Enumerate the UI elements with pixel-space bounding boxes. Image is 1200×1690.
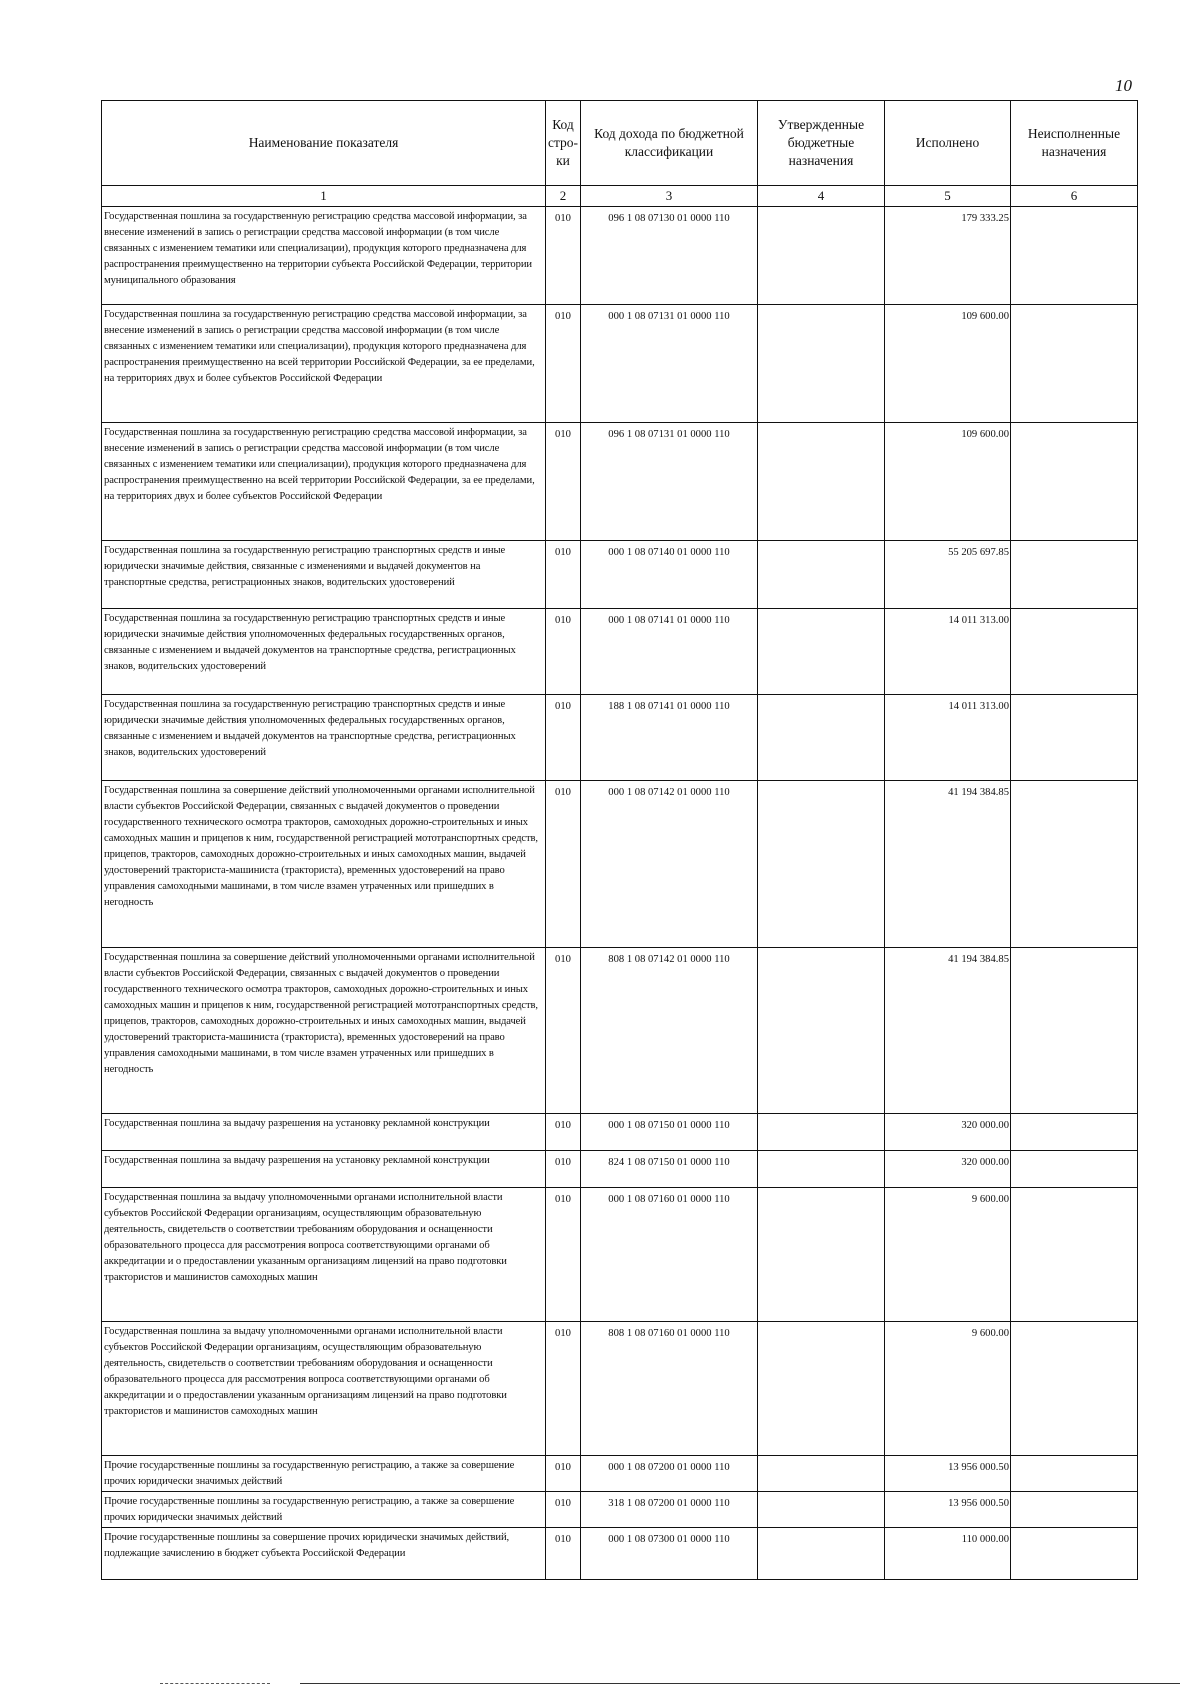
indicator-name: Государственная пошлина за совершение действий уполномоченными органами исполнительной власти субъектов Российской Федерации, связанных с выдачей документов о проведении государственного технического осмотра тракторов, самоходных дорожно-строительных и иных самоходных машин и прицепов к ним, государственной регистрацией мототранспортных средств, прицепов, тракторов, самоходных дорожно-строительных и иных самоходных машин, выдачей удостоверений тракториста-машиниста (тракториста), временных удостоверений на право управления самоходными машинами, в том числе взамен утраченных или пришедших в негодность bbox=[102, 948, 546, 1114]
income-code: 000 1 08 07160 01 0000 110 bbox=[581, 1188, 758, 1322]
line-code: 010 bbox=[546, 1528, 581, 1580]
approved-amount bbox=[758, 1322, 885, 1456]
unexecuted-amount bbox=[1011, 1188, 1138, 1322]
line-code: 010 bbox=[546, 609, 581, 695]
income-code: 000 1 08 07142 01 0000 110 bbox=[581, 781, 758, 948]
line-code: 010 bbox=[546, 1492, 581, 1528]
indicator-name: Прочие государственные пошлины за совершение прочих юридически значимых действий, подлежащие зачислению в бюджет субъекта Российской Федерации bbox=[102, 1528, 546, 1580]
unexecuted-amount bbox=[1011, 781, 1138, 948]
line-code: 010 bbox=[546, 1322, 581, 1456]
line-code: 010 bbox=[546, 695, 581, 781]
table-row bbox=[102, 541, 1138, 609]
line-code: 010 bbox=[546, 305, 581, 423]
line-code: 010 bbox=[546, 207, 581, 305]
income-code: 188 1 08 07141 01 0000 110 bbox=[581, 695, 758, 781]
header-line-code: Код стро-ки bbox=[546, 101, 581, 186]
executed-amount: 9 600.00 bbox=[885, 1322, 1011, 1456]
approved-amount bbox=[758, 1151, 885, 1188]
table-row bbox=[102, 1456, 1138, 1492]
table-row bbox=[102, 948, 1138, 1114]
income-code: 096 1 08 07131 01 0000 110 bbox=[581, 423, 758, 541]
indicator-name: Государственная пошлина за выдачу уполномоченными органами исполнительной власти субъектов Российской Федерации организациям, осуществляющим образовательную деятельность, свидетельств о соответствии требованиям оборудования и оснащенности образовательного процесса для рассмотрения вопроса соответствующими органами об аккредитации и о предоставлении указанным организациям лицензий на право подготовки трактористов и машинистов самоходных машин bbox=[102, 1188, 546, 1322]
income-code: 000 1 08 07131 01 0000 110 bbox=[581, 305, 758, 423]
column-number: 6 bbox=[1011, 186, 1138, 207]
indicator-name: Государственная пошлина за государственную регистрацию транспортных средств и иные юридически значимые действия уполномоченных федеральных государственных органов, связанные с изменением и выдачей документов на транспортные средства, регистрационных знаков, водительских удостоверений bbox=[102, 609, 546, 695]
income-code: 000 1 08 07140 01 0000 110 bbox=[581, 541, 758, 609]
line-code: 010 bbox=[546, 423, 581, 541]
table-row bbox=[102, 695, 1138, 781]
table-row bbox=[102, 423, 1138, 541]
executed-amount: 109 600.00 bbox=[885, 423, 1011, 541]
table-header-row bbox=[102, 101, 1138, 186]
unexecuted-amount bbox=[1011, 541, 1138, 609]
executed-amount: 109 600.00 bbox=[885, 305, 1011, 423]
column-number-row bbox=[102, 186, 1138, 207]
executed-amount: 320 000.00 bbox=[885, 1114, 1011, 1151]
unexecuted-amount bbox=[1011, 695, 1138, 781]
line-code: 010 bbox=[546, 948, 581, 1114]
approved-amount bbox=[758, 1456, 885, 1492]
column-number: 1 bbox=[102, 186, 546, 207]
unexecuted-amount bbox=[1011, 1528, 1138, 1580]
header-income-code: Код дохода по бюджетной классификации bbox=[581, 101, 758, 186]
executed-amount: 41 194 384.85 bbox=[885, 948, 1011, 1114]
table-row bbox=[102, 1188, 1138, 1322]
executed-amount: 13 956 000.50 bbox=[885, 1492, 1011, 1528]
page-bottom-rule bbox=[300, 1683, 1180, 1684]
approved-amount bbox=[758, 1114, 885, 1151]
table-row bbox=[102, 781, 1138, 948]
income-code: 000 1 08 07300 01 0000 110 bbox=[581, 1528, 758, 1580]
table-row bbox=[102, 609, 1138, 695]
income-code: 808 1 08 07160 01 0000 110 bbox=[581, 1322, 758, 1456]
indicator-name: Государственная пошлина за совершение действий уполномоченными органами исполнительной власти субъектов Российской Федерации, связанных с выдачей документов о проведении государственного технического осмотра тракторов, самоходных дорожно-строительных и иных самоходных машин и прицепов к ним, государственной регистрацией мототранспортных средств, прицепов, тракторов, самоходных дорожно-строительных и иных самоходных машин, выдачей удостоверений тракториста-машиниста (тракториста), временных удостоверений на право управления самоходными машинами, в том числе взамен утраченных или пришедших в негодность bbox=[102, 781, 546, 948]
executed-amount: 41 194 384.85 bbox=[885, 781, 1011, 948]
indicator-name: Государственная пошлина за выдачу разрешения на установку рекламной конструкции bbox=[102, 1151, 546, 1188]
unexecuted-amount bbox=[1011, 305, 1138, 423]
table-row bbox=[102, 207, 1138, 305]
unexecuted-amount bbox=[1011, 609, 1138, 695]
indicator-name: Государственная пошлина за государственную регистрацию средства массовой информации, за внесение изменений в запись о регистрации средства массовой информации (в том числе связанных с изменением тематики или специализации), продукция которого предназначена для распространения преимущественно на всей территории Российской Федерации, за ее пределами, на территориях двух и более субъектов Российской Федерации bbox=[102, 305, 546, 423]
approved-amount bbox=[758, 609, 885, 695]
column-number: 3 bbox=[581, 186, 758, 207]
indicator-name: Государственная пошлина за государственную регистрацию средства массовой информации, за внесение изменений в запись о регистрации средства массовой информации (в том числе связанных с изменением тематики или специализации), продукция которого предназначена для распространения преимущественно на территории субъекта Российской Федерации, территории муниципального образования bbox=[102, 207, 546, 305]
header-approved: Утвержденные бюджетные назначения bbox=[758, 101, 885, 186]
header-executed: Исполнено bbox=[885, 101, 1011, 186]
approved-amount bbox=[758, 1528, 885, 1580]
income-code: 808 1 08 07142 01 0000 110 bbox=[581, 948, 758, 1114]
header-indicator-name: Наименование показателя bbox=[102, 101, 546, 186]
scan-dash-mark bbox=[160, 1683, 270, 1684]
executed-amount: 320 000.00 bbox=[885, 1151, 1011, 1188]
income-code: 000 1 08 07200 01 0000 110 bbox=[581, 1456, 758, 1492]
income-code: 318 1 08 07200 01 0000 110 bbox=[581, 1492, 758, 1528]
executed-amount: 110 000.00 bbox=[885, 1528, 1011, 1580]
executed-amount: 14 011 313.00 bbox=[885, 695, 1011, 781]
approved-amount bbox=[758, 305, 885, 423]
table-row bbox=[102, 1322, 1138, 1456]
indicator-name: Государственная пошлина за выдачу разрешения на установку рекламной конструкции bbox=[102, 1114, 546, 1151]
column-number: 4 bbox=[758, 186, 885, 207]
page-number: 10 bbox=[1115, 76, 1132, 95]
table-row bbox=[102, 305, 1138, 423]
indicator-name: Государственная пошлина за государственную регистрацию транспортных средств и иные юридически значимые действия, связанные с изменениями и выдачей документов на транспортные средства, регистрационных знаков, водительских удостоверений bbox=[102, 541, 546, 609]
approved-amount bbox=[758, 1492, 885, 1528]
line-code: 010 bbox=[546, 541, 581, 609]
executed-amount: 9 600.00 bbox=[885, 1188, 1011, 1322]
income-code: 096 1 08 07130 01 0000 110 bbox=[581, 207, 758, 305]
approved-amount bbox=[758, 948, 885, 1114]
indicator-name: Государственная пошлина за государственную регистрацию транспортных средств и иные юридически значимые действия уполномоченных федеральных государственных органов, связанные с изменением и выдачей документов на транспортные средства, регистрационных знаков, водительских удостоверений bbox=[102, 695, 546, 781]
executed-amount: 14 011 313.00 bbox=[885, 609, 1011, 695]
line-code: 010 bbox=[546, 781, 581, 948]
line-code: 010 bbox=[546, 1114, 581, 1151]
header-unexecuted: Неисполненные назначения bbox=[1011, 101, 1138, 186]
unexecuted-amount bbox=[1011, 423, 1138, 541]
approved-amount bbox=[758, 423, 885, 541]
line-code: 010 bbox=[546, 1456, 581, 1492]
approved-amount bbox=[758, 207, 885, 305]
executed-amount: 55 205 697.85 bbox=[885, 541, 1011, 609]
executed-amount: 13 956 000.50 bbox=[885, 1456, 1011, 1492]
approved-amount bbox=[758, 1188, 885, 1322]
income-code: 000 1 08 07150 01 0000 110 bbox=[581, 1114, 758, 1151]
unexecuted-amount bbox=[1011, 1114, 1138, 1151]
unexecuted-amount bbox=[1011, 207, 1138, 305]
table-row bbox=[102, 1528, 1138, 1580]
line-code: 010 bbox=[546, 1188, 581, 1322]
line-code: 010 bbox=[546, 1151, 581, 1188]
executed-amount: 179 333.25 bbox=[885, 207, 1011, 305]
unexecuted-amount bbox=[1011, 1322, 1138, 1456]
approved-amount bbox=[758, 695, 885, 781]
income-code: 000 1 08 07141 01 0000 110 bbox=[581, 609, 758, 695]
approved-amount bbox=[758, 781, 885, 948]
column-number: 5 bbox=[885, 186, 1011, 207]
unexecuted-amount bbox=[1011, 948, 1138, 1114]
income-code: 824 1 08 07150 01 0000 110 bbox=[581, 1151, 758, 1188]
indicator-name: Прочие государственные пошлины за государственную регистрацию, а также за совершение прочих юридически значимых действий bbox=[102, 1456, 546, 1492]
indicator-name: Прочие государственные пошлины за государственную регистрацию, а также за совершение прочих юридически значимых действий bbox=[102, 1492, 546, 1528]
indicator-name: Государственная пошлина за выдачу уполномоченными органами исполнительной власти субъектов Российской Федерации организациям, осуществляющим образовательную деятельность, свидетельств о соответствии требованиям оборудования и оснащенности образовательного процесса для рассмотрения вопроса соответствующими органами об аккредитации и о предоставлении указанным организациям лицензий на право подготовки трактористов и машинистов самоходных машин bbox=[102, 1322, 546, 1456]
unexecuted-amount bbox=[1011, 1492, 1138, 1528]
column-number: 2 bbox=[546, 186, 581, 207]
approved-amount bbox=[758, 541, 885, 609]
budget-report-table bbox=[101, 100, 1138, 1580]
table-row bbox=[102, 1114, 1138, 1151]
table-row bbox=[102, 1151, 1138, 1188]
unexecuted-amount bbox=[1011, 1151, 1138, 1188]
indicator-name: Государственная пошлина за государственную регистрацию средства массовой информации, за внесение изменений в запись о регистрации средства массовой информации (в том числе связанных с изменением тематики или специализации), продукция которого предназначена для распространения преимущественно на всей территории Российской Федерации, за ее пределами, на территориях двух и более субъектов Российской Федерации bbox=[102, 423, 546, 541]
unexecuted-amount bbox=[1011, 1456, 1138, 1492]
table-row bbox=[102, 1492, 1138, 1528]
